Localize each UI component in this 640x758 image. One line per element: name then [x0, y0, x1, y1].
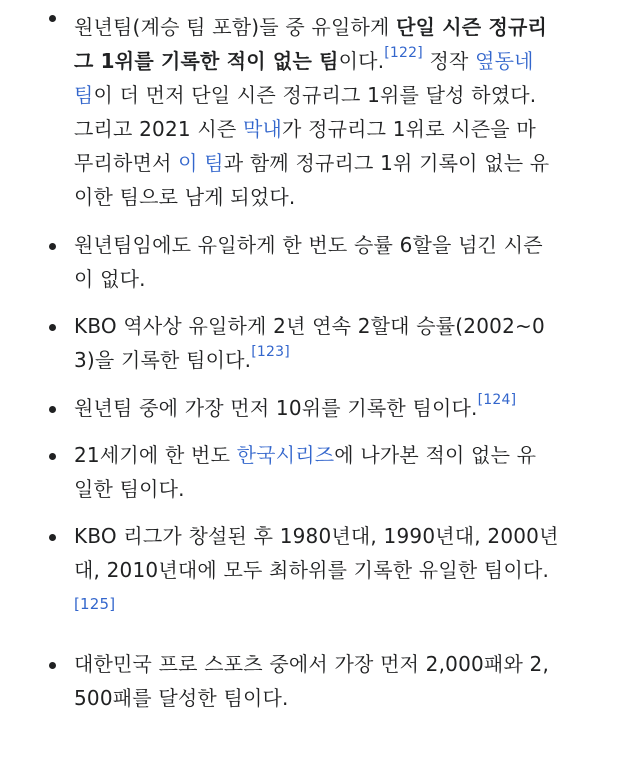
list-item — [0, 647, 640, 715]
list-item — [0, 228, 640, 296]
link-korean-series[interactable]: 한국시리즈 — [236, 443, 335, 467]
text: 그리고 2021 시즌 — [74, 117, 243, 141]
list-item — [0, 519, 640, 621]
text-line — [74, 391, 626, 425]
footnote-ref-122[interactable]: [122] — [384, 45, 423, 62]
text: 이다. — [338, 49, 385, 73]
text-line: 500패를 달성한 팀이다. — [74, 686, 289, 710]
text-line — [74, 343, 626, 377]
link-youngest-team[interactable]: 막내 — [242, 117, 283, 141]
text-line: 대, 2010년대에 모두 최하위를 기록한 유일한 팀이다. — [74, 558, 550, 582]
text-line: 이한 팀으로 남게 되었다. — [74, 185, 296, 209]
text-line — [74, 438, 626, 472]
text-line — [74, 10, 626, 44]
bullet-icon — [49, 662, 56, 669]
text-line — [74, 44, 626, 78]
text: 과 함께 정규리그 1위 기록이 없는 유 — [223, 151, 550, 175]
text: 무리하면서 — [74, 151, 179, 175]
list-item — [0, 0, 640, 214]
list-item — [0, 438, 640, 506]
footnote-ref-125[interactable]: [125] — [74, 595, 116, 613]
link-neighbor-team[interactable]: 옆동네 — [475, 49, 534, 73]
text: 에 나가본 적이 없는 유 — [334, 443, 537, 467]
bullet-icon — [49, 324, 56, 331]
bullet-icon — [49, 534, 56, 541]
bullet-icon — [49, 15, 56, 22]
text: 정작 — [422, 49, 476, 73]
text-line: KBO 리그가 창설된 후 1980년대, 1990년대, 2000년 — [74, 524, 559, 548]
text-line — [74, 78, 626, 112]
bullet-icon — [49, 243, 56, 250]
bullet-icon — [49, 453, 56, 460]
text: 3)을 기록한 팀이다. — [74, 348, 252, 372]
text: 21세기에 한 번도 — [74, 443, 237, 467]
link-this-team[interactable]: 이 팀 — [178, 151, 224, 175]
link-neighbor-team-cont[interactable]: 팀 — [74, 83, 94, 107]
text-line — [74, 146, 626, 180]
text-line: 이 없다. — [74, 267, 146, 291]
bold-text: 그 1위를 기록한 적이 없는 팀 — [74, 49, 339, 73]
bullet-icon — [49, 406, 56, 413]
footnote-ref-124[interactable]: [124] — [477, 392, 517, 409]
text-line: 일한 팀이다. — [74, 477, 185, 501]
text-line — [74, 112, 626, 146]
text-line: 원년팀임에도 유일하게 한 번도 승률 6할을 넘긴 시즌 — [74, 233, 543, 257]
text: 가 정규리그 1위로 시즌을 마 — [282, 117, 536, 141]
text: 원년팀(계승 팀 포함)들 중 유일하게 — [74, 15, 397, 39]
text-line: KBO 역사상 유일하게 2년 연속 2할대 승률(2002~0 — [74, 314, 545, 338]
text: 이 더 먼저 단일 시즌 정규리그 1위를 달성 하였다. — [93, 83, 537, 107]
bold-text: 단일 시즌 정규리 — [396, 15, 548, 39]
list-item — [0, 391, 640, 425]
footnote-ref-123[interactable]: [123] — [251, 344, 290, 361]
list-item — [0, 309, 640, 377]
text-line: 대한민국 프로 스포츠 중에서 가장 먼저 2,000패와 2, — [74, 652, 549, 676]
text: 원년팀 중에 가장 먼저 10위를 기록한 팀이다. — [74, 396, 478, 420]
